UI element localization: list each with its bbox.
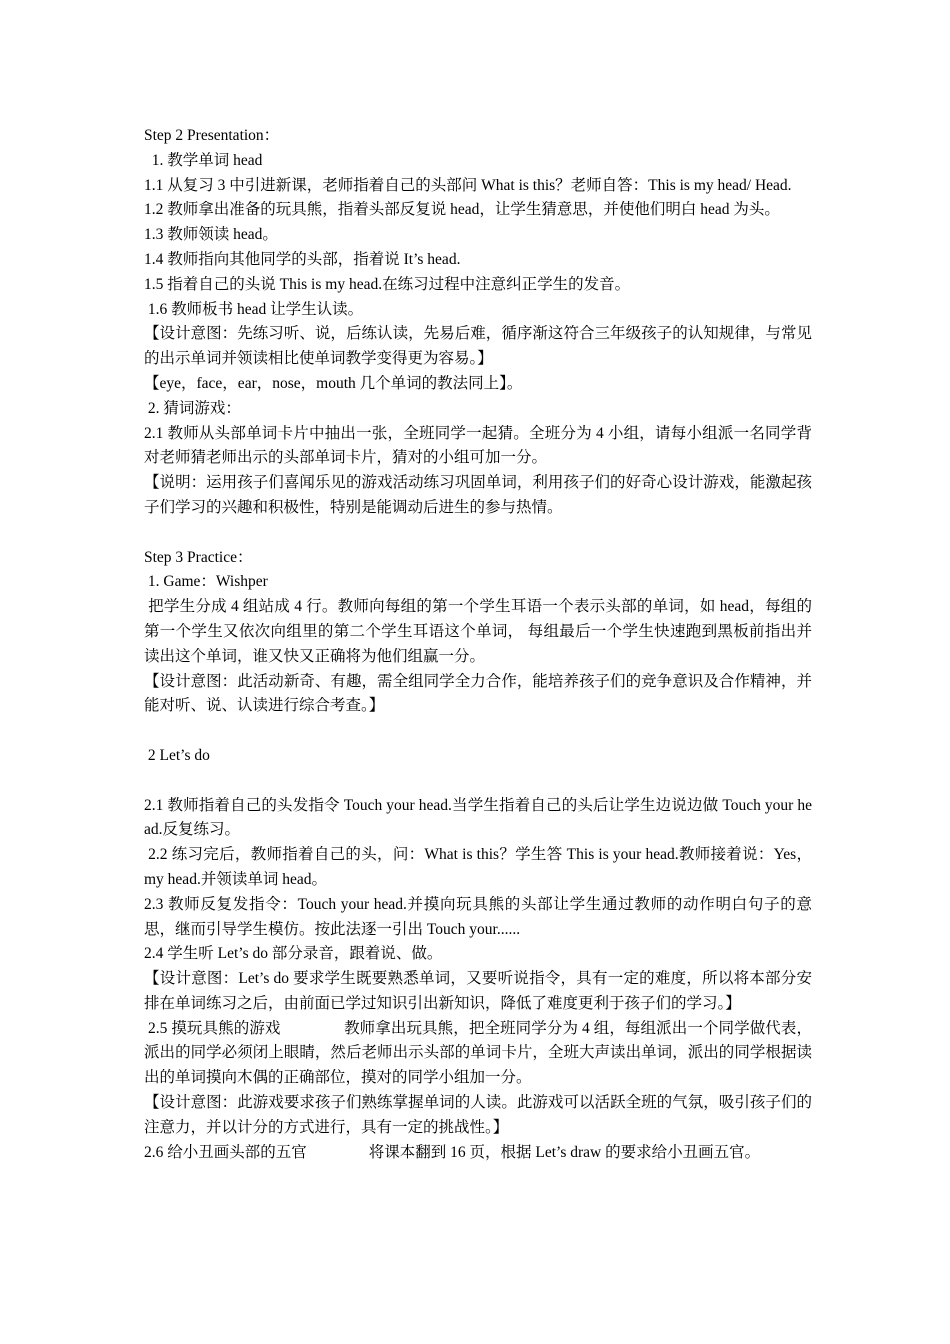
blank-line [144,769,812,794]
paragraph-1-3: 1.3 教师领读 head。 [144,226,278,244]
heading-step2: Step 2 Presentation： [144,127,280,144]
design-intent-3: 【设计意图：Let’s do 要求学生既要熟悉单词，又要听说指令，具有一定的难度，所以将本部分安排在单词练习之后，由前面已学过知识引出新知识，降低了难度更利于孩子们的学习。】 [144,970,812,1012]
design-intent-2: 【设计意图：此活动新奇、有趣，需全组同学全力合作，能培养孩子们的竞争意识及合作精神，并能对听、说、认读进行综合考查。】 [144,672,812,715]
paragraph-1-4: 1.4 教师指向其他同学的头部，指着说 It’s head. [144,250,461,268]
design-intent-1: 【设计意图：先练习听、说，后练认读，先易后难，循序渐这符合三年级孩子的认知规律，与常见的出示单词并领读相比使单词教学变得更为容易。】 [144,325,812,368]
paragraph-2-5: 2.5 摸玩具熊的游戏 教师拿出玩具熊，把全班同学分为 4 组，每组派出一个同学做代表，派出的同学必须闭上眼睛，然后老师出示头部的单词卡片，全班大声读出单词，派出的同学根据读出的单词摸向木偶的正确部位，摸对的同学小组加一分。 [144,1019,812,1087]
note-other-words: 【eye，face，ear，nose，mouth 几个单词的教法同上】。 [144,374,523,392]
paragraph-1-5: 1.5 指着自己的头说 This is my head.在练习过程中注意纠正学生的发音。 [144,275,631,293]
blank-line [144,521,812,546]
document-body [144,124,836,1165]
paragraph-1-6: 1.6 教师板书 head 让学生认读。 [144,300,364,318]
item-game-wishper: 1. Game：Wishper [144,573,268,591]
design-intent-4: 【设计意图：此游戏要求孩子们熟练掌握单词的人读。此游戏可以活跃全班的气氛，吸引孩子们的注意力，并以计分的方式进行，具有一定的挑战性。】 [144,1094,812,1136]
paragraph-2-4: 2.4 学生听 Let’s do 部分录音，跟着说、做。 [144,945,443,963]
item-teach-head: 1. 教学单词 head [144,151,263,169]
blank-line [144,719,812,744]
explanation-note: 【说明：运用孩子们喜闻乐见的游戏活动练习巩固单词，利用孩子们的好奇心设计游戏，能激起孩子们学习的兴趣和积极性，特别是能调动后进生的参与热情。 [144,474,812,516]
paragraph-2-1: 2.1 教师从头部单词卡片中抽出一张，全班同学一起猜。全班分为 4 小组，请每小组派一名同学背对老师猜老师出示的头部单词卡片，猜对的小组可加一分。 [144,424,812,467]
paragraph-1-2: 1.2 教师拿出准备的玩具熊，指着头部反复说 head，让学生猜意思，并使他们明白 head 为头。 [144,201,780,219]
paragraph-wishper-rules: 把学生分成 4 组站成 4 行。教师向每组的第一个学生耳语一个表示头部的单词，如 head，每组的第一个学生又依次向组里的第二个学生耳语这个单词， 每组最后一个学生快速跑到黑板前指出并读出这个单词，谁又快又正确将为他们组赢一分。 [144,598,812,665]
paragraph-2-2: 2.2 练习完后，教师指着自己的头，问：What is this？学生答 This is your head.教师接着说：Yes， my head.并领读单词 head。 [144,846,836,888]
item-guess-game: 2. 猜词游戏： [144,399,241,417]
paragraph-1-1: 1.1 从复习 3 中引进新课，老师指着自己的头部问 What is this？老师自答：This is my head/ Head. [144,176,792,194]
item-lets-do: 2 Let’s do [144,746,210,764]
paragraph-2-6: 2.6 给小丑画头部的五官 将课本翻到 16 页，根据 Let’s draw 的要求给小丑画五官。 [144,1143,761,1161]
paragraph-2-3: 2.3 教师反复发指令：Touch your head.并摸向玩具熊的头部让学生通过教师的动作明白句子的意思，继而引导学生模仿。按此法逐一引出 Touch your...... [144,895,812,938]
heading-step3: Step 3 Practice： [144,548,253,566]
paragraph-2-1-touch: 2.1 教师指着自己的头发指令 Touch your head.当学生指着自己的头后让学生边说边做 Touch your head.反复练习。 [144,796,812,839]
